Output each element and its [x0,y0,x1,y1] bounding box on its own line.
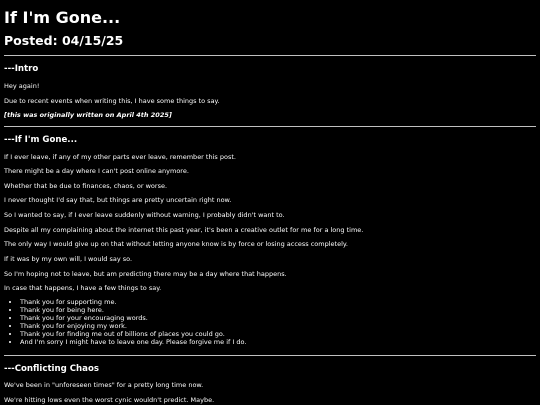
paragraph: Whether that be due to finances, chaos, or worse. [4,182,168,190]
paragraph: If it was by my own will, I would say so. [4,255,133,263]
paragraph: Despite all my complaining about the internet this past year, it's been a creative outlet for me for a long time. [4,226,364,234]
list-item: • Thank you for finding me out of billions of places you could go. [20,330,246,338]
paragraph: We've been in "unforeseen times" for a pretty long time now. [4,381,204,389]
list-item: • Thank you for supporting me. [20,298,246,306]
post-date: Posted: 04/15/25 [4,33,124,48]
section-divider [4,55,536,56]
paragraph: We're hitting lows even the worst cynic wouldn't predict. Maybe. [4,396,215,404]
paragraph: The only way I would give up on that without letting anyone know is by force or losing access completely. [4,240,348,248]
list-item: • Thank you for enjoying my work. [20,322,246,330]
paragraph: I never thought I'd say that, but things are pretty uncertain right now. [4,196,232,204]
list-item: • Thank you for being here. [20,306,246,314]
section-heading-chaos: ---Conflicting Chaos [4,364,99,374]
paragraph: Due to recent events when writing this, I have some things to say. [4,97,220,105]
paragraph: Hey again! [4,82,40,90]
editor-note: [this was originally written on April 4th 2025] [4,111,172,119]
list-item: • Thank you for your encouraging words. [20,314,246,322]
section-heading-gone: ---If I'm Gone... [4,135,78,145]
section-divider [4,126,536,127]
paragraph: If I ever leave, if any of my other parts ever leave, remember this post. [4,153,236,161]
paragraph: So I'm hoping not to leave, but am predicting there may be a day where that happens. [4,270,287,278]
post-title: If I'm Gone... [4,8,121,27]
thank-you-list [10,298,246,347]
list-item: • And I'm sorry I might have to leave one day. Please forgive me if I do. [20,338,246,346]
section-divider [4,355,536,356]
paragraph: There might be a day where I can't post online anymore. [4,167,189,175]
section-heading-intro: ---Intro [4,64,39,74]
paragraph: So I wanted to say, if I ever leave suddenly without warning, I probably didn't want to. [4,211,285,219]
paragraph: In case that happens, I have a few things to say. [4,284,162,292]
